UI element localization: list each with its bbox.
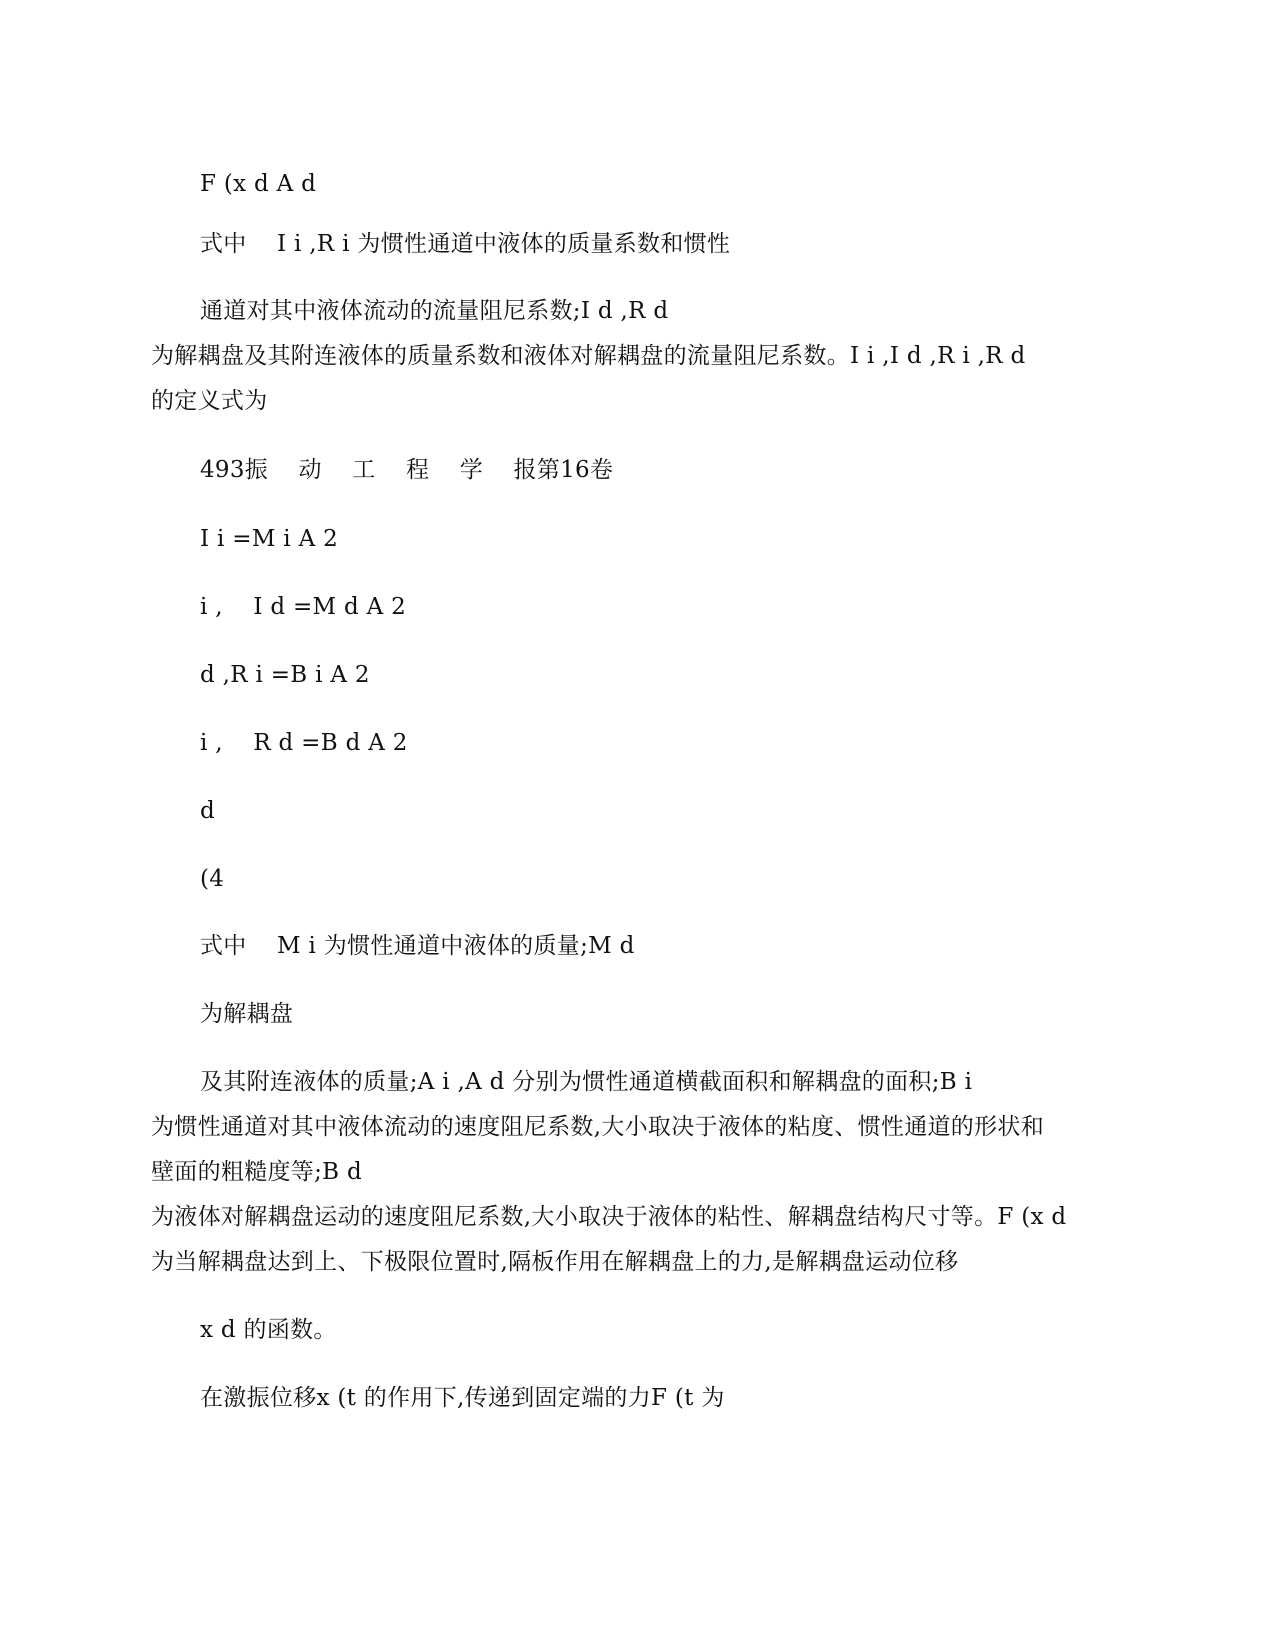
equation-number: (4 (200, 866, 225, 892)
paragraph-line: 为惯性通道对其中液体流动的速度阻尼系数,大小取决于液体的粘度、惯性通道的形状和 (151, 1114, 1045, 1140)
paragraph-line: 的定义式为 (151, 388, 268, 414)
equation-line: d (200, 798, 216, 824)
paragraph-line: 为解耦盘 (200, 1001, 294, 1027)
paragraph-line: 式中 I i ,R i 为惯性通道中液体的质量系数和惯性 (200, 231, 731, 257)
formula-fragment: F (x d A d (200, 171, 317, 197)
paragraph-line: 及其附连液体的质量;A i ,A d 分别为惯性通道横截面积和解耦盘的面积;B i (200, 1069, 973, 1095)
running-header: 493振 动 工 程 学 报第16卷 (200, 457, 614, 483)
paragraph-line: 通道对其中液体流动的流量阻尼系数;I d ,R d (200, 298, 669, 324)
paragraph-line: 为液体对解耦盘运动的速度阻尼系数,大小取决于液体的粘性、解耦盘结构尺寸等。F (x d (151, 1204, 1067, 1230)
paragraph-line: 式中 M i 为惯性通道中液体的质量;M d (200, 933, 635, 959)
paragraph-line: 为当解耦盘达到上、下极限位置时,隔板作用在解耦盘上的力,是解耦盘运动位移 (151, 1249, 959, 1275)
paragraph-line: 壁面的粗糙度等;B d (151, 1159, 362, 1185)
equation-line: i , R d =B d A 2 (200, 730, 408, 756)
equation-line: i , I d =M d A 2 (200, 594, 407, 620)
paragraph-line: 为解耦盘及其附连液体的质量系数和液体对解耦盘的流量阻尼系数。I i ,I d ,R i ,R d (151, 343, 1026, 369)
paragraph-line: 在激振位移x (t 的作用下,传递到固定端的力F (t 为 (200, 1385, 725, 1411)
paragraph-line: x d 的函数。 (200, 1317, 337, 1343)
equation-line: d ,R i =B i A 2 (200, 662, 370, 688)
equation-line: I i =M i A 2 (200, 526, 339, 552)
